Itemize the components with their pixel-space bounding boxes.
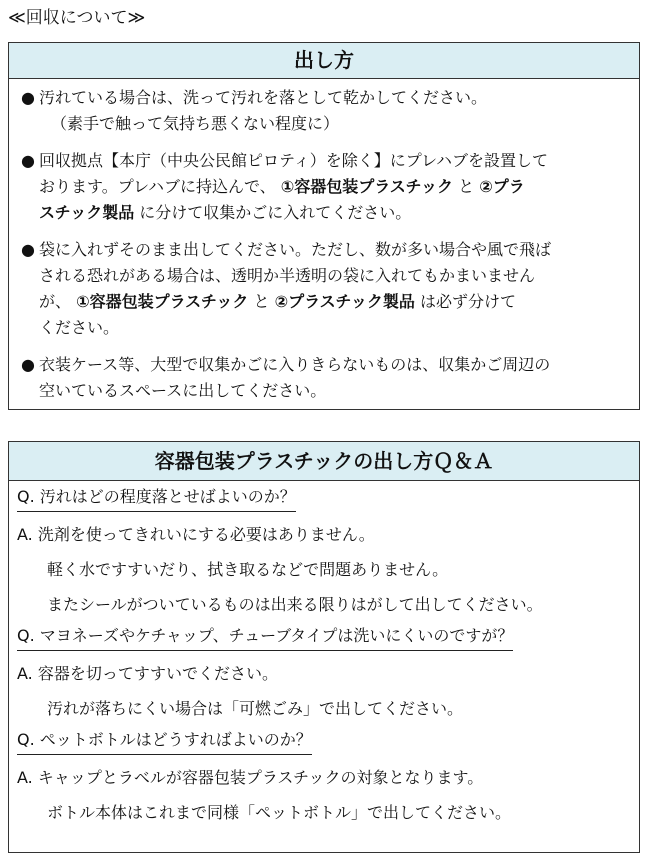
bullet-item-4: [21, 352, 631, 404]
question-2: Q. マヨネーズやケチャップ、チューブタイプは洗いにくいのですが？: [17, 624, 513, 651]
answer-1-line-3: またシールがついているものは出来る限りはがして出してください。: [47, 595, 543, 614]
bullet-3-line-1: 袋に入れずそのまま出してください。ただし、数が多い場合や風で飛ば: [39, 240, 552, 259]
bullet-item-1: [21, 85, 631, 137]
conjunction-text: と: [248, 292, 275, 311]
category-container-packaging: ①容器包装プラスチック: [76, 292, 249, 311]
bullet-1-line-1: 汚れている場合は、洗って汚れを落として乾かしてください。: [39, 88, 488, 107]
bullet-dot: ●: [21, 355, 35, 374]
bullet-dot: ●: [21, 88, 35, 107]
bullet-1-line-2: （素手で触って気持ち悪くない程度に）: [51, 114, 340, 133]
answer-3-line-2: ボトル本体はこれまで同様「ペットボトル」で出してください。: [47, 803, 512, 822]
qa-title: 容器包装プラスチックの出し方Ｑ＆Ａ: [9, 442, 639, 481]
answer-1-line-2: 軽く水ですすいだり、拭き取るなどで問題ありません。: [47, 560, 449, 579]
bullet-item-2: [21, 148, 631, 226]
bullet-2-text-end: に分けて収集かごに入れてください。: [134, 203, 412, 222]
bullet-3-text-end: は必ず分けて: [414, 292, 516, 311]
qa-box: [8, 441, 640, 853]
bullet-4-line-2: 空いているスペースに出してください。: [39, 381, 327, 400]
category-plastic-products-part2: スチック製品: [39, 203, 135, 222]
disposal-method-title: 出し方: [9, 43, 639, 79]
category-container-packaging: ①容器包装プラスチック: [280, 177, 454, 196]
bullet-2-line-1: 回収拠点【本庁（中央公民館ピロティ）を除く】にプレハブを設置して: [39, 151, 548, 170]
bullet-3-text: が、: [39, 292, 72, 311]
page-heading: ≪回収について≫: [8, 8, 146, 28]
bullet-3-line-2: される恐れがある場合は、透明か半透明の袋に入れてもかまいません: [39, 266, 536, 285]
disposal-bullet-list: [9, 79, 639, 404]
question-1: Q. 汚れはどの程度落とせばよいのか？: [17, 485, 296, 512]
category-plastic-products: ②プラスチック製品: [274, 292, 415, 311]
category-plastic-products-part1: ②プラ: [479, 177, 525, 196]
bullet-item-3: [21, 237, 631, 341]
bullet-2-line-2: [39, 174, 631, 200]
answer-2-line-1: A. 容器を切ってすすいでください。: [17, 664, 278, 683]
bullet-3-line-4: ください。: [39, 318, 120, 337]
bullet-dot: ●: [21, 151, 35, 170]
bullet-2-text: おります。プレハブに持込んで、: [39, 177, 276, 196]
bullet-2-line-3: [39, 200, 631, 226]
bullet-dot: ●: [21, 240, 35, 259]
answer-3-line-1: A. キャップとラベルが容器包装プラスチックの対象となります。: [17, 768, 484, 787]
disposal-method-box: [8, 42, 640, 410]
answer-1-line-1: A. 洗剤を使ってきれいにする必要はありません。: [17, 525, 375, 544]
bullet-3-line-3: [39, 289, 631, 315]
qa-list: [9, 481, 639, 830]
answer-2-line-2: 汚れが落ちにくい場合は「可燃ごみ」で出してください。: [47, 699, 464, 718]
conjunction-text: と: [453, 177, 480, 196]
bullet-4-line-1: 衣装ケース等、大型で収集かごに入りきらないものは、収集かご周辺の: [39, 355, 551, 374]
question-3: Q. ペットボトルはどうすればよいのか？: [17, 728, 312, 755]
